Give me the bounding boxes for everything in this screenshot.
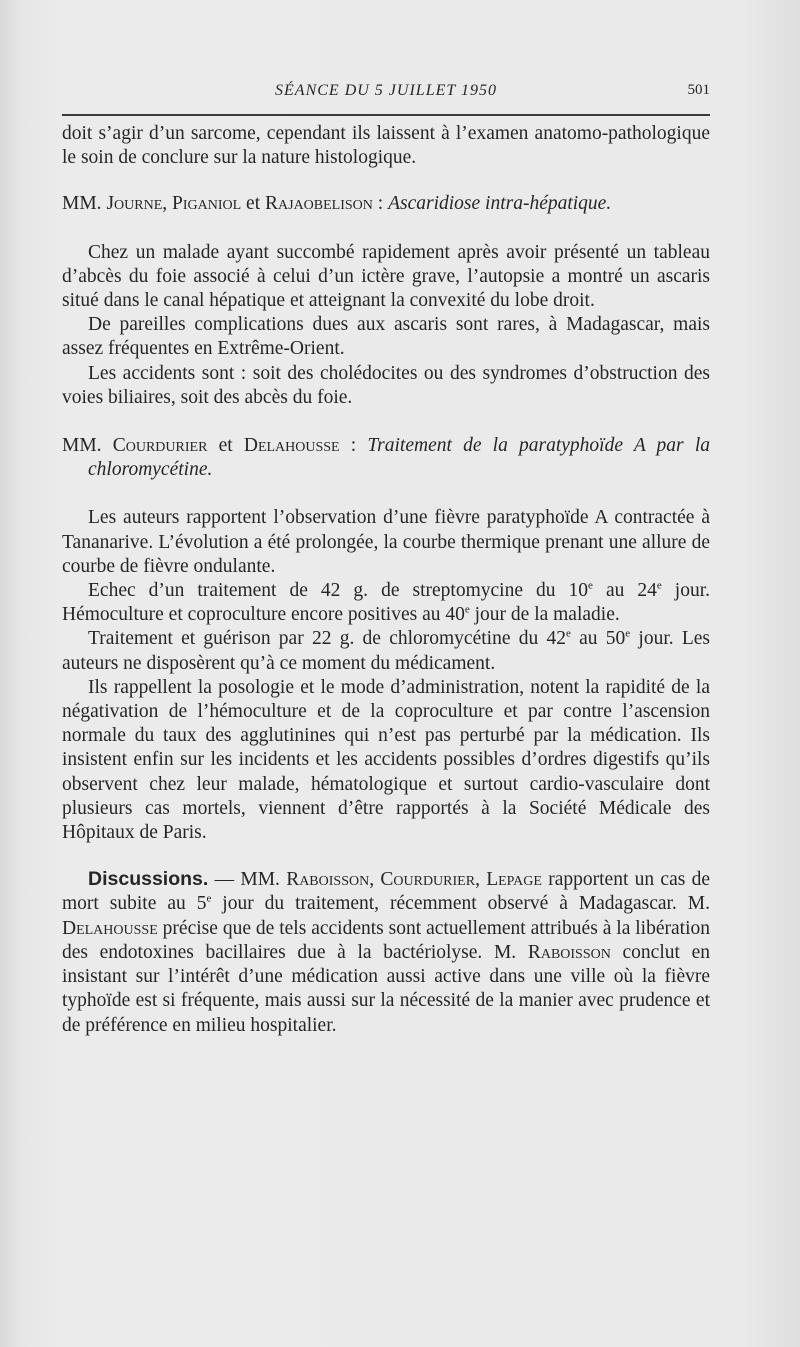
author-name: Delahousse — [243, 435, 340, 457]
author-name: Piganiol — [172, 193, 242, 215]
paragraph: De pareilles complications dues aux ascaris sont rares, à Madagascar, mais assez fréquentes en Extrême-Orient. — [62, 314, 710, 360]
header-rule — [62, 114, 710, 116]
author-name: Journe — [106, 193, 163, 215]
paragraph: Traitement et guérison par 22 g. de chloromycétine du 42e au 50e jour. Les auteurs ne disposèrent qu’à ce moment du médicament. — [62, 627, 711, 674]
author-name: Courdurier — [380, 869, 476, 891]
author-name: Raboisson — [527, 941, 611, 963]
paragraph: Chez un malade ayant succombé rapidement après avoir présenté un tableau d’abcès du foie associé à celui d’un ictère grave, l’autopsie a montré un ascaris situé dans le canal hépatique et atteignant la convexité du lobe droit. — [62, 241, 710, 312]
paragraph: Les accidents sont : soit des cholédocites ou des syndromes d’obstruction des voies biliaires, soit des abcès du foie. — [62, 362, 710, 408]
paragraph: Les auteurs rapportent l’observation d’une fièvre paratyphoïde A contractée à Tananarive. L’évolution a été prolongée, la courbe thermique prenant une allure de courbe de fièvre ondulante. — [62, 507, 710, 577]
communication-title: Traitement de la paratyphoïde A par la chloromycétine. — [88, 435, 710, 481]
author-name: Lepage — [486, 869, 542, 891]
running-title: SÉANCE DU 5 JUILLET 1950 — [275, 82, 497, 99]
page-body — [62, 122, 710, 1038]
paragraph-continuation: doit s’agir d’un sarcome, cependant ils laissent à l’examen anatomo-pathologique le soin de conclure sur la nature histologique. — [62, 123, 710, 169]
author-name: Courdurier — [112, 435, 208, 457]
author-name: Rajaobelison — [265, 193, 373, 215]
author-name: Raboisson — [286, 869, 370, 891]
page-header — [62, 82, 710, 106]
page-number: 501 — [687, 82, 710, 98]
paragraph: Ils rappellent la posologie et le mode d’administration, notent la rapidité de la négativation de l’hémoculture et de la coproculture et par contre l’ascension normale du taux des agglutinines qui n’est pas perturbé par la médication. Ils insistent enfin sur les incidents et les accidents possibles d’ordres digestifs qu’ils observent chez leur malade, hématologique et surtout cardio-vasculaire dont plusieurs cas mortels, viennent d’être rapportés à la Société Médicale des Hôpitaux de Paris. — [62, 676, 710, 844]
author-name: Delahousse — [62, 917, 158, 939]
communication-heading-paratyphoide: MM. Courdurier et Delahousse : Traitement de la paratyphoïde A par la chloromycétine. — [62, 435, 710, 481]
discussion-paragraph: Discussions. — MM. Raboisson, Courdurier, Lepage rapportent un cas de mort subite au 5e jour du traitement, récemment observé à Madagascar. M. Delahousse précise que de tels accidents sont actuellement attribués à la libération des endotoxines bacillaires due à la bactériolyse. M. Raboisson conclut en insistant sur l’intérêt d’une médication aussi active dans une ville où la fièvre typhoïde est si fréquente, mais aussi sur la nécessité de la manier avec prudence et de préférence en milieu hospitalier. — [62, 868, 711, 1036]
communication-title: Ascaridiose intra-hépatique. — [388, 193, 612, 215]
communication-heading-ascaridiose: MM. Journe, Piganiol et Rajaobelison : Ascaridiose intra-hépatique. — [62, 193, 612, 215]
discussions-label: Discussions. — [88, 868, 209, 891]
paragraph: Echec d’un traitement de 42 g. de streptomycine du 10e au 24e jour. Hémoculture et coproculture encore positives au 40e jour de la maladie. — [62, 579, 710, 626]
